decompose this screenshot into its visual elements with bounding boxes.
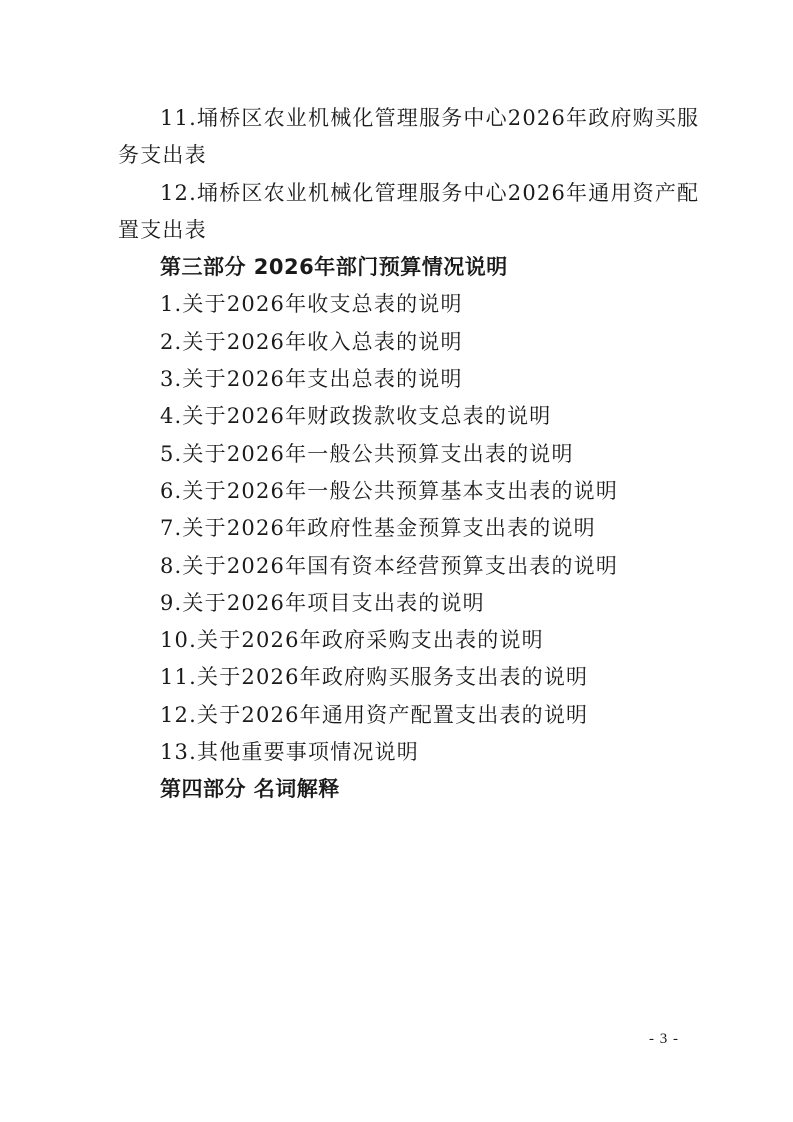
part3-item-8: 8.关于2026年国有资本经营预算支出表的说明 xyxy=(160,553,619,578)
part3-item-7: 7.关于2026年政府性基金预算支出表的说明 xyxy=(160,516,596,541)
part4-heading: 第四部分 名词解释 xyxy=(160,777,340,802)
toc-item-11: 11.埇桥区农业机械化管理服务中心2026年政府购买服 xyxy=(160,106,700,130)
part3-item-12: 12.关于2026年通用资产配置支出表的说明 xyxy=(160,702,589,727)
part3-item-2: 2.关于2026年收入总表的说明 xyxy=(160,329,463,354)
toc-item-12: 12.埇桥区农业机械化管理服务中心2026年通用资产配 xyxy=(160,180,700,205)
page-number: - 3 - xyxy=(649,1031,679,1047)
part3-item-5: 5.关于2026年一般公共预算支出表的说明 xyxy=(160,441,574,466)
part3-item-3: 3.关于2026年支出总表的说明 xyxy=(160,367,463,392)
part3-item-6: 6.关于2026年一般公共预算基本支出表的说明 xyxy=(160,478,619,503)
part3-item-10: 10.关于2026年政府采购支出表的说明 xyxy=(160,628,544,653)
table-of-contents xyxy=(118,100,700,809)
part3-heading: 第三部分 2026年部门预算情况说明 xyxy=(160,255,508,280)
part3-item-13: 13.其他重要事项情况说明 xyxy=(160,740,419,765)
part3-item-1: 1.关于2026年收支总表的说明 xyxy=(160,292,463,317)
toc-item-11-continued: 务支出表 xyxy=(118,143,207,168)
toc-item-12-continued: 置支出表 xyxy=(118,217,207,242)
part3-item-11: 11.关于2026年政府购买服务支出表的说明 xyxy=(160,665,589,690)
part3-item-4: 4.关于2026年财政拨款收支总表的说明 xyxy=(160,404,552,429)
part3-item-9: 9.关于2026年项目支出表的说明 xyxy=(160,590,485,615)
